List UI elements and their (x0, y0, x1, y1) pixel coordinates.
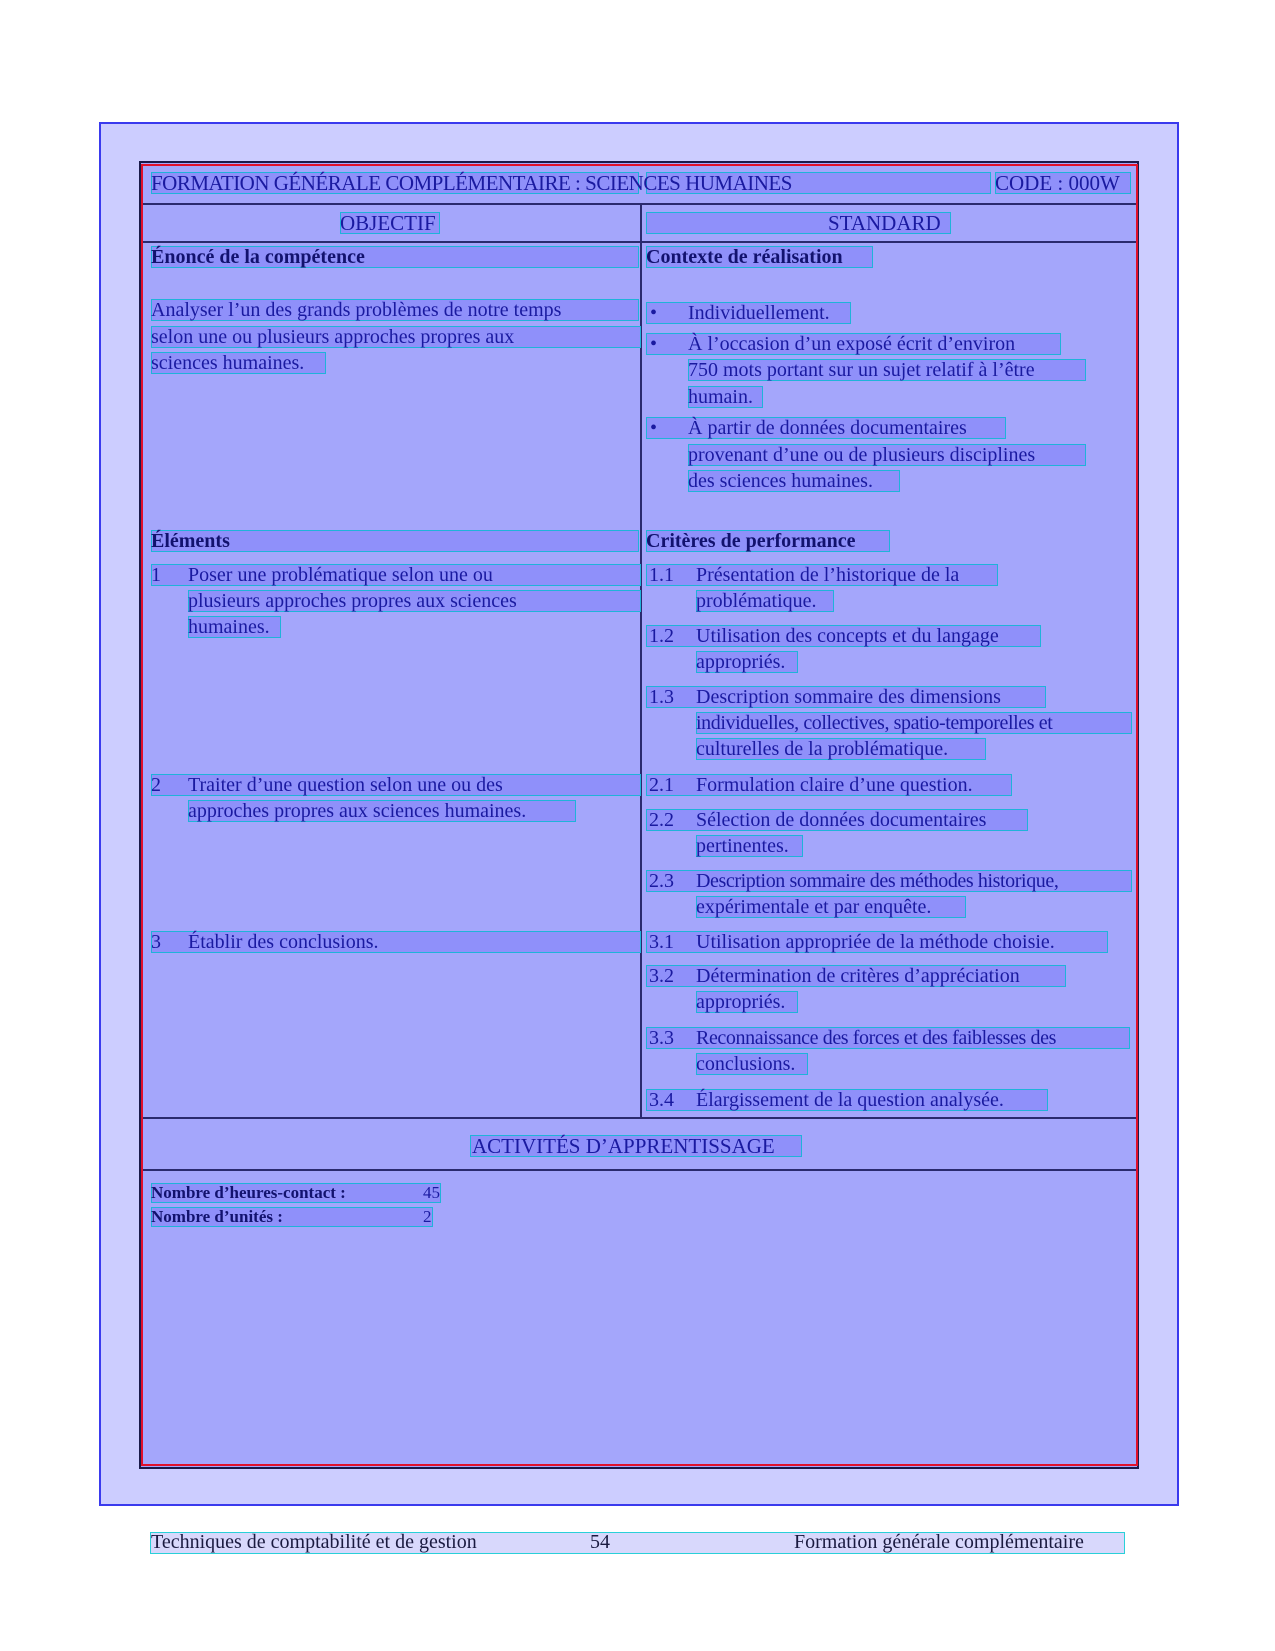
enonce-line: Analyser l’un des grands problèmes de notre temps (151, 299, 562, 321)
critere-line: Description sommaire des méthodes historique, (696, 870, 1059, 892)
elements-heading: Éléments (151, 530, 230, 552)
critere-number: 1.1 (649, 564, 674, 586)
column-header-objectif: OBJECTIF (340, 211, 436, 235)
unites-label: Nombre d’unités : (151, 1207, 283, 1226)
rule-activites-bottom (141, 1169, 1138, 1171)
critere-line: Sélection de données documentaires (696, 809, 987, 831)
critere-number: 3.4 (649, 1089, 674, 1111)
contexte-item: humain. (688, 386, 753, 408)
critere-number: 2.1 (649, 774, 674, 796)
bullet-icon: • (650, 417, 658, 439)
element-line: Traiter d’une question selon une ou des (188, 774, 503, 796)
contexte-item: provenant d’une ou de plusieurs disciplines (688, 444, 1036, 466)
element-line: Poser une problématique selon une ou (188, 564, 493, 586)
critere-number: 1.2 (649, 625, 674, 647)
element-number: 3 (151, 931, 161, 953)
critere-number: 3.3 (649, 1027, 674, 1049)
critere-number: 3.1 (649, 931, 674, 953)
critere-line: pertinentes. (696, 835, 789, 857)
contexte-item: À l’occasion d’un exposé écrit d’environ (688, 333, 1016, 355)
element-number: 1 (151, 564, 161, 586)
critere-line: Reconnaissance des forces et des faiblesses des (696, 1027, 1056, 1049)
column-header-standard: STANDARD (828, 211, 941, 235)
critere-line: problématique. (696, 590, 817, 612)
page-number: 54 (590, 1531, 610, 1553)
critere-line: Présentation de l’historique de la (696, 564, 960, 586)
heures-label: Nombre d’heures-contact : (151, 1183, 346, 1202)
critere-line: Utilisation des concepts et du langage (696, 625, 999, 647)
criteres-heading: Critères de performance (646, 530, 856, 552)
contexte-item: des sciences humaines. (688, 470, 873, 492)
enonce-heading: Énoncé de la compétence (151, 246, 365, 268)
element-line: Établir des conclusions. (188, 931, 379, 953)
form-code: CODE : 000W (995, 171, 1120, 195)
critere-number: 2.3 (649, 870, 674, 892)
enonce-line: sciences humaines. (151, 352, 305, 374)
critere-line: expérimentale et par enquête. (696, 896, 932, 918)
critere-number: 2.2 (649, 809, 674, 831)
footer-right: Formation générale complémentaire (794, 1531, 1084, 1553)
critere-line: Détermination de critères d’appréciation (696, 965, 1020, 987)
critere-number: 1.3 (649, 686, 674, 708)
critere-number: 3.2 (649, 965, 674, 987)
contexte-heading: Contexte de réalisation (646, 246, 843, 268)
bullet-icon: • (650, 333, 658, 355)
contexte-item: Individuellement. (688, 302, 830, 324)
critere-line: conclusions. (696, 1053, 796, 1075)
form-title: FORMATION GÉNÉRALE COMPLÉMENTAIRE : SCIENCES HUMAINES (151, 171, 792, 195)
contexte-item: 750 mots portant sur un sujet relatif à l’être (688, 359, 1035, 381)
heures-value: 45 (423, 1183, 440, 1202)
element-line: plusieurs approches propres aux sciences (188, 590, 517, 612)
critere-line: Utilisation appropriée de la méthode choisie. (696, 931, 1055, 953)
critere-line: individuelles, collectives, spatio-temporelles et (696, 712, 1053, 734)
activites-heading: ACTIVITÉS D’APPRENTISSAGE (472, 1134, 775, 1158)
enonce-line: selon une ou plusieurs approches propres aux (151, 326, 515, 348)
critere-line: Élargissement de la question analysée. (696, 1089, 1004, 1111)
critere-line: appropriés. (696, 991, 786, 1013)
critere-line: culturelles de la problématique. (696, 738, 949, 760)
critere-line: Formulation claire d’une question. (696, 774, 973, 796)
element-line: approches propres aux sciences humaines. (188, 800, 527, 822)
critere-line: Description sommaire des dimensions (696, 686, 1001, 708)
footer-left: Techniques de comptabilité et de gestion (151, 1531, 477, 1553)
bullet-icon: • (650, 302, 658, 324)
critere-line: appropriés. (696, 651, 786, 673)
contexte-item: À partir de données documentaires (688, 417, 967, 439)
element-line: humaines. (188, 616, 270, 638)
element-number: 2 (151, 774, 161, 796)
unites-value: 2 (423, 1207, 432, 1226)
